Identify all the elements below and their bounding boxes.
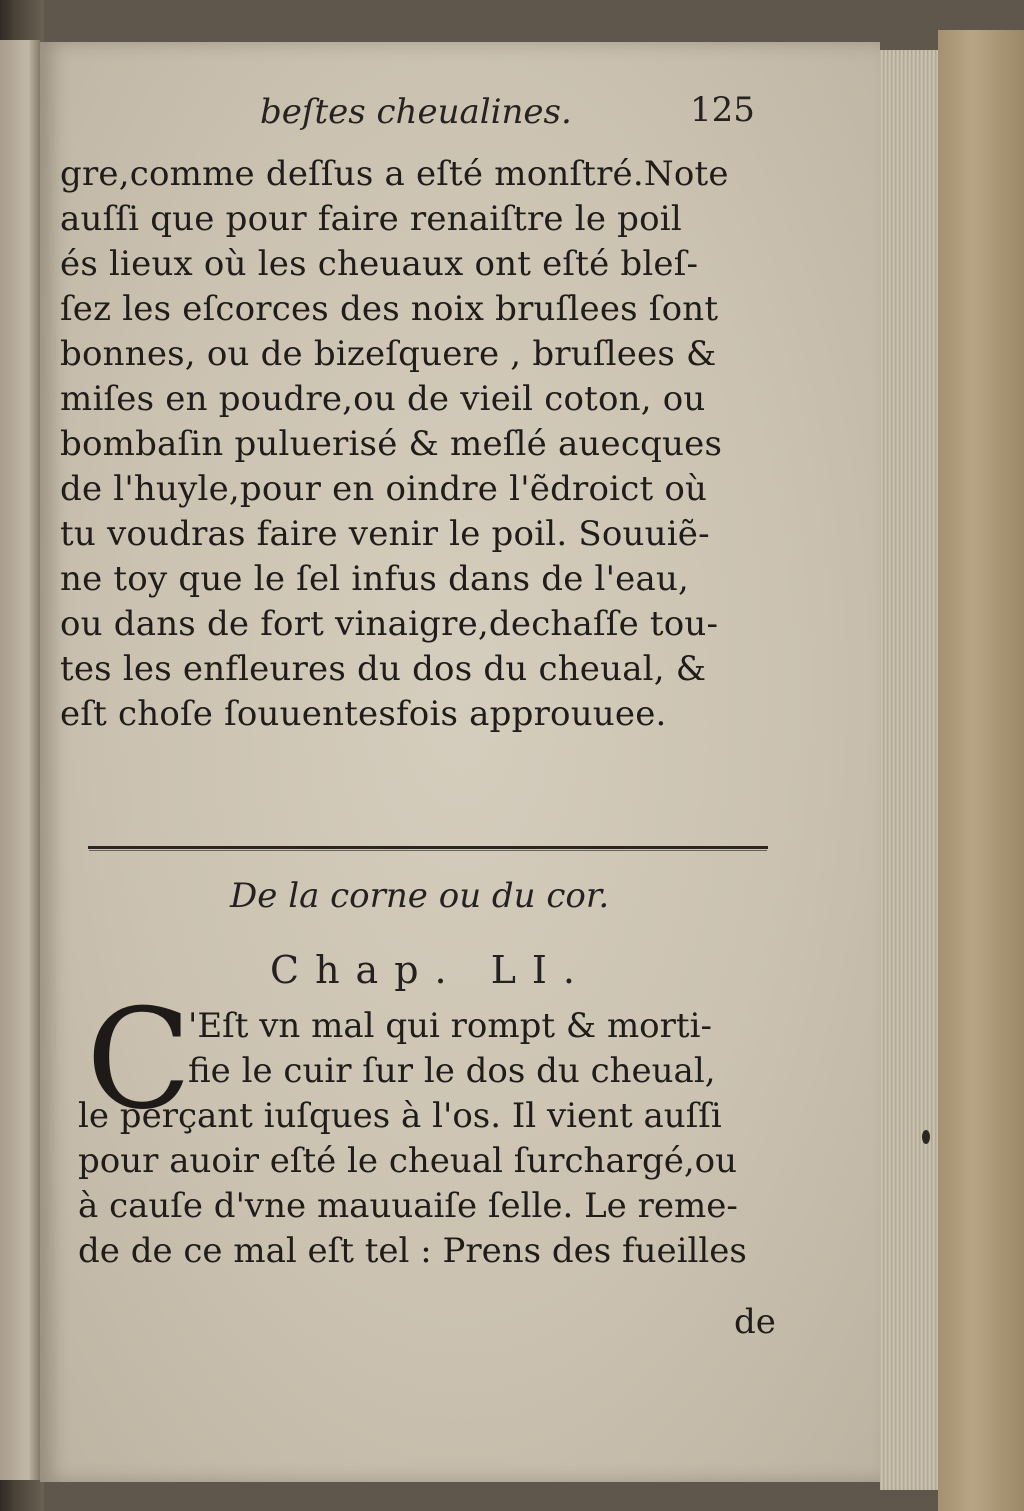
page-number: 125 [690, 90, 755, 130]
text-line: ſez les eſcorces des noix bruſlees ſont [60, 289, 719, 329]
text-line: pour auoir eſté le cheual ſurchargé,ou [78, 1141, 738, 1181]
text-line: de de ce mal eſt tel : Prens des fueilles [78, 1231, 747, 1271]
text-line: auſſi que pour faire renaiſtre le poil [60, 199, 682, 239]
text-line: de l'huyle,pour en oindre l'ẽdroict où [60, 469, 708, 509]
catchword: de [734, 1302, 776, 1342]
chapter-title: De la corne ou du cor. [230, 876, 610, 916]
text-line: fie le cuir ſur le dos du cheual, [188, 1051, 716, 1091]
page-edges [880, 50, 942, 1490]
chapter-text [78, 1004, 788, 1274]
text-line: tes les enfleures du dos du cheual, & [60, 649, 707, 689]
chapter-number: Chap. LI. [270, 948, 592, 992]
text-line: eſt choſe ſouuentesfois approuuee. [60, 694, 667, 734]
text-line: gre,comme deſſus a eſté monſtré.Note [60, 154, 729, 194]
text-line: bombaſin puluerisé & meſlé auecques [60, 424, 723, 464]
body-text [60, 152, 780, 737]
text-line: tu voudras faire venir le poil. Souuiẽ- [60, 514, 710, 554]
running-head: beſtes cheualines. [260, 92, 572, 132]
text-line: à cauſe d'vne mauuaiſe ſelle. Le reme- [78, 1186, 738, 1226]
text-line: 'Eſt vn mal qui rompt & morti- [188, 1006, 712, 1046]
section-rule [88, 846, 768, 849]
text-line: miſes en poudre,ou de vieil coton, ou [60, 379, 706, 419]
text-line: le perçant iuſques à l'os. Il vient auſſi [78, 1096, 722, 1136]
cover-mark [922, 1130, 930, 1144]
text-line: bonnes, ou de bizeſquere , bruſlees & [60, 334, 717, 374]
text-line: és lieux où les cheuaux ont eſté bleſ- [60, 244, 699, 284]
text-line: ou dans de fort vinaigre,dechaſſe tou- [60, 604, 719, 644]
book-cover [938, 30, 1024, 1511]
facing-page-edge [0, 40, 40, 1480]
text-line: ne toy que le ſel infus dans de l'eau, [60, 559, 690, 599]
drop-cap: C [86, 979, 192, 1140]
